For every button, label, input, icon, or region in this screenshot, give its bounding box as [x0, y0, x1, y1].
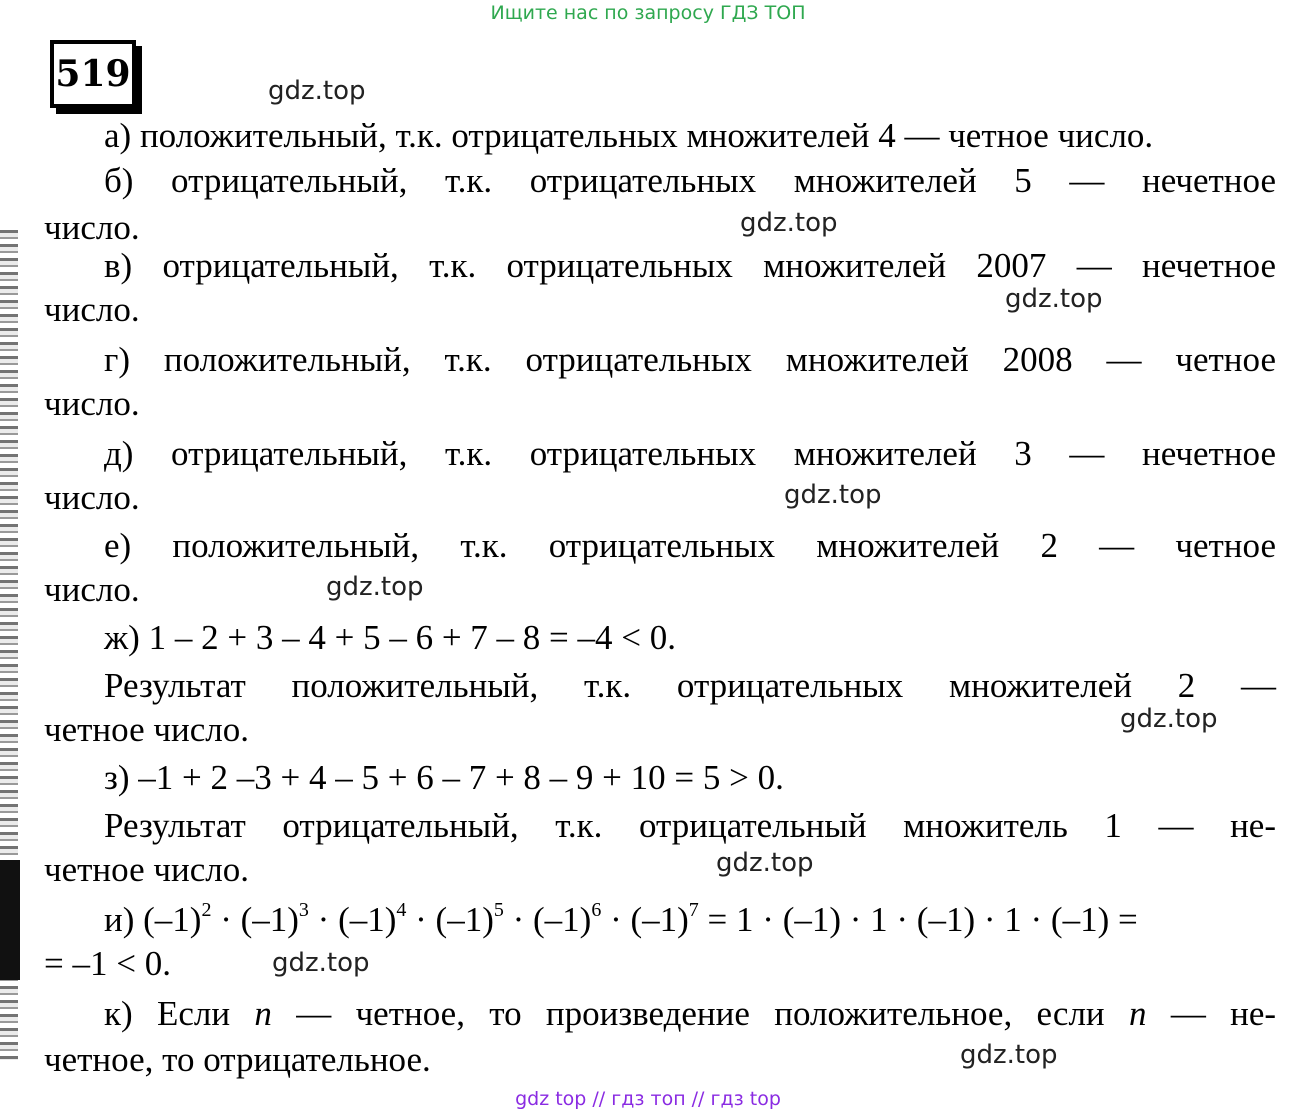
watermark: gdz.top — [960, 1040, 1058, 1070]
answer-z-result-line-1: Результат отрицательный, т.к. отрицательный множитель 1 — не- — [104, 806, 1276, 845]
power-term: $(-1)^2$ — [143, 899, 212, 939]
power-term: $(-1)^5$ — [435, 899, 504, 939]
answer-zh-result-line-2: четное число. — [44, 710, 249, 749]
footer-banner: gdz top // гдз топ // гдз top — [515, 1088, 781, 1110]
variable-n: n — [254, 994, 272, 1033]
answer-k-line-2: четное, то отрицательное. — [44, 1040, 431, 1079]
watermark: gdz.top — [268, 76, 366, 106]
answer-zh-expression: ж) 1 – 2 + 3 – 4 + 5 – 6 + 7 – 8 = –4 < 0. — [104, 618, 677, 657]
scan-edge-dark-artifact — [0, 860, 20, 980]
watermark: gdz.top — [1005, 284, 1103, 314]
answer-g-line-1: г) положительный, т.к. отрицательных множителей 2008 — четное — [104, 340, 1276, 379]
power-term: $(-1)^3$ — [240, 899, 309, 939]
watermark: gdz.top — [1120, 704, 1218, 734]
answer-d-line-2: число. — [44, 478, 140, 517]
search-banner: Ищите нас по запросу ГДЗ ТОП — [490, 2, 806, 24]
answer-z-expression: з) –1 + 2 –3 + 4 – 5 + 6 – 7 + 8 – 9 + 10 = 5 > 0. — [104, 758, 784, 797]
answer-d-line-1: д) отрицательный, т.к. отрицательных множителей 3 — нечетное — [104, 434, 1276, 473]
variable-n: n — [1129, 994, 1147, 1033]
power-term: $(-1)^7$ — [630, 899, 699, 939]
answer-zh-result-line-1: Результат положительный, т.к. отрицательных множителей 2 — — [104, 666, 1276, 705]
answer-i-rest: = 1 · (–1) · 1 · (–1) · 1 · (–1) = — [707, 900, 1138, 939]
answer-e-line-2: число. — [44, 570, 140, 609]
answer-k-line-1: к) Если n — четное, то произведение положительное, если n — не- — [104, 994, 1277, 1033]
watermark: gdz.top — [740, 208, 838, 238]
answer-i-expression: и) $(-1)^2 \cdot (-1)^3 \cdot (-1)^4 \cdot (-1)^5 \cdot (-1)^6 \cdot (-1)^7 = 1 \cdot (-1) \cdot 1 \cdot (-1) \cdot 1 \cdot (-1)$ = — [104, 899, 1138, 939]
watermark: gdz.top — [326, 572, 424, 602]
watermark: gdz.top — [784, 480, 882, 510]
watermark: gdz.top — [272, 948, 370, 978]
answer-a: а) положительный, т.к. отрицательных множителей 4 — четное число. — [104, 116, 1154, 155]
answer-b-line-2: число. — [44, 208, 140, 247]
problem-number-box: 519 — [50, 40, 136, 108]
answer-i-line-2: = –1 < 0. — [44, 944, 171, 983]
answer-v-line-1: в) отрицательный, т.к. отрицательных множителей 2007 — нечетное — [104, 246, 1276, 285]
answer-v-line-2: число. — [44, 290, 140, 329]
answer-i-prefix: и) — [104, 900, 135, 939]
power-term: $(-1)^4$ — [338, 899, 407, 939]
watermark: gdz.top — [716, 848, 814, 878]
answer-z-result-line-2: четное число. — [44, 850, 249, 889]
answer-e-line-1: е) положительный, т.к. отрицательных множителей 2 — четное — [104, 526, 1276, 565]
answer-b-line-1: б) отрицательный, т.к. отрицательных множителей 5 — нечетное — [104, 161, 1276, 200]
power-term: $(-1)^6$ — [533, 899, 602, 939]
answer-g-line-2: число. — [44, 384, 140, 423]
